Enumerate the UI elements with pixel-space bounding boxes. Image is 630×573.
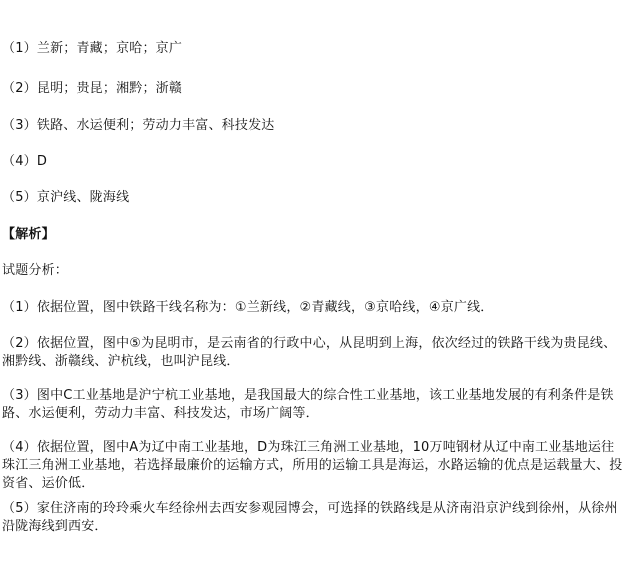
answer-2: （2）昆明；贵昆；湘黔；浙赣: [2, 81, 183, 96]
analysis-intro: 试题分析：: [2, 263, 69, 278]
answer-3: （3）铁路、水运便利；劳动力丰富、科技发达: [2, 118, 275, 133]
analysis-item-5: （5）家住济南的玲玲乘火车经徐州去西安参观园博会，可选择的铁路线是从济南沿京沪线到徐州，从徐州沿陇海线到西安．: [2, 501, 618, 534]
answer-4: （4）D: [2, 154, 48, 169]
analysis-item-3: （3）图中C工业基地是沪宁杭工业基地，是我国最大的综合性工业基地，该工业基地发展的有利条件是铁路、水运便利，劳动力丰富、科技发达，市场广阔等．: [2, 388, 614, 421]
answer-1: （1）兰新；青藏；京哈；京广: [2, 41, 183, 56]
analysis-item-2: （2）依据位置，图中⑤为昆明市，是云南省的行政中心，从昆明到上海，依次经过的铁路干线为贵昆线、湘黔线、浙赣线、沪杭线，也叫沪昆线．: [2, 336, 617, 369]
analysis-heading: 【解析】: [2, 227, 55, 242]
analysis-item-1: （1）依据位置，图中铁路干线名称为：①兰新线，②青藏线，③京哈线，④京广线．: [2, 300, 494, 315]
analysis-item-4: （4）依据位置，图中A为辽中南工业基地，D为珠江三角洲工业基地，10万吨钢材从辽中南工业基地运往珠江三角洲工业基地，若选择最廉价的运输方式，所用的运输工具是海运，水路运输的优点是运载量大、投资省、运价低．: [2, 440, 623, 491]
answer-5: （5）京沪线、陇海线: [2, 190, 130, 205]
